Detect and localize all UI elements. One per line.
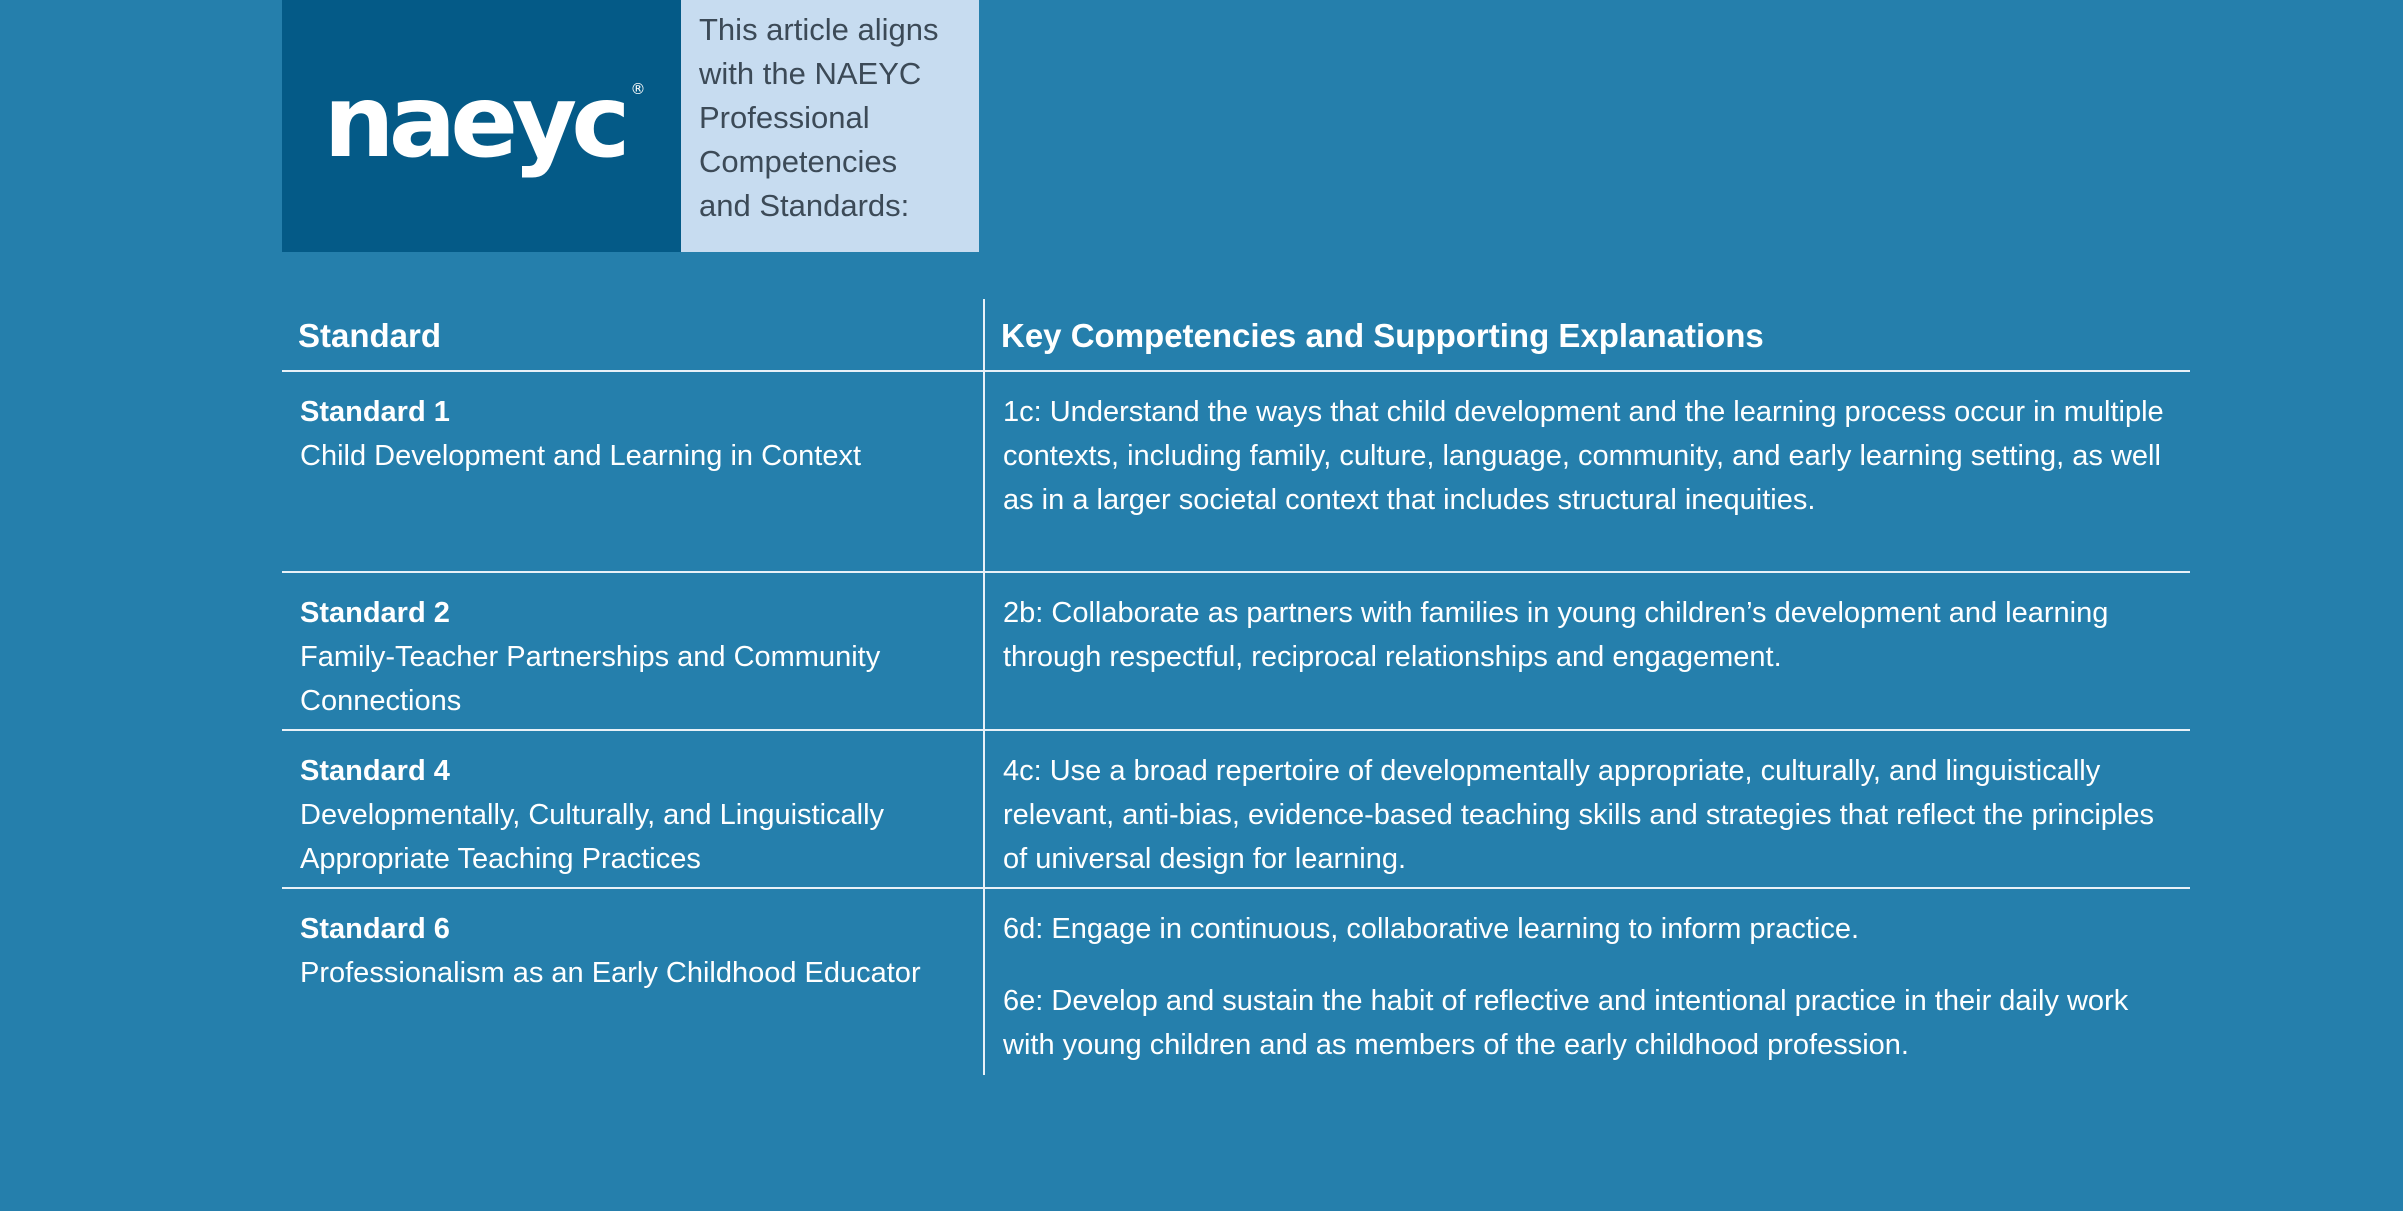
- competency-text: 2b: Collaborate as partners with families in young children’s development and learning through respectful, reciprocal relationships and engagement.: [1003, 597, 2109, 673]
- registered-mark: ®: [630, 80, 646, 98]
- competency-text: 6e: Develop and sustain the habit of reflective and intentional practice in their daily work with young children and as members of the early childhood profession.: [1003, 985, 2129, 1061]
- competencies-cell: [984, 730, 2190, 888]
- header-standard: Standard: [282, 299, 984, 371]
- standard-number: Standard 4: [300, 755, 450, 787]
- standard-cell: [282, 730, 984, 888]
- alignment-note-text: This article aligns with the NAEYC Professional Competencies and Standards:: [699, 12, 939, 223]
- naeyc-logo: [282, 0, 681, 252]
- standard-number: Standard 2: [300, 597, 450, 629]
- standard-cell: [282, 888, 984, 1075]
- competencies-cell: [984, 371, 2190, 572]
- standard-number: Standard 6: [300, 913, 450, 945]
- alignment-note: [681, 0, 979, 252]
- table-row: [282, 572, 2190, 730]
- header-competencies: Key Competencies and Supporting Explanations: [984, 299, 2190, 371]
- standards-table: [282, 299, 2190, 1075]
- standard-name: Professionalism as an Early Childhood Educator: [300, 957, 921, 989]
- standard-number: Standard 1: [300, 396, 450, 428]
- competency-text: 1c: Understand the ways that child development and the learning process occur in multiple contexts, including family, culture, language, community, and early learning setting, as well as in a larger societal context that includes structural inequities.: [1003, 396, 2164, 516]
- standard-name: Family-Teacher Partnerships and Community Connections: [300, 641, 881, 717]
- table-header-row: [282, 299, 2190, 371]
- logo-wordmark: naeyc ®: [323, 63, 646, 180]
- standard-name: Developmentally, Culturally, and Linguistically Appropriate Teaching Practices: [300, 799, 885, 875]
- table-row: [282, 730, 2190, 888]
- standard-cell: [282, 572, 984, 730]
- table-row: [282, 371, 2190, 572]
- competency-text: 6d: Engage in continuous, collaborative learning to inform practice.: [1003, 913, 1860, 945]
- standard-name: Child Development and Learning in Context: [300, 440, 862, 472]
- competencies-cell: [984, 888, 2190, 1075]
- standard-cell: [282, 371, 984, 572]
- table-row: [282, 888, 2190, 1075]
- competency-text: 4c: Use a broad repertoire of developmentally appropriate, culturally, and linguistically relevant, anti-bias, evidence-based teaching skills and strategies that reflect the principles of universal design for learning.: [1003, 755, 2154, 875]
- competencies-cell: [984, 572, 2190, 730]
